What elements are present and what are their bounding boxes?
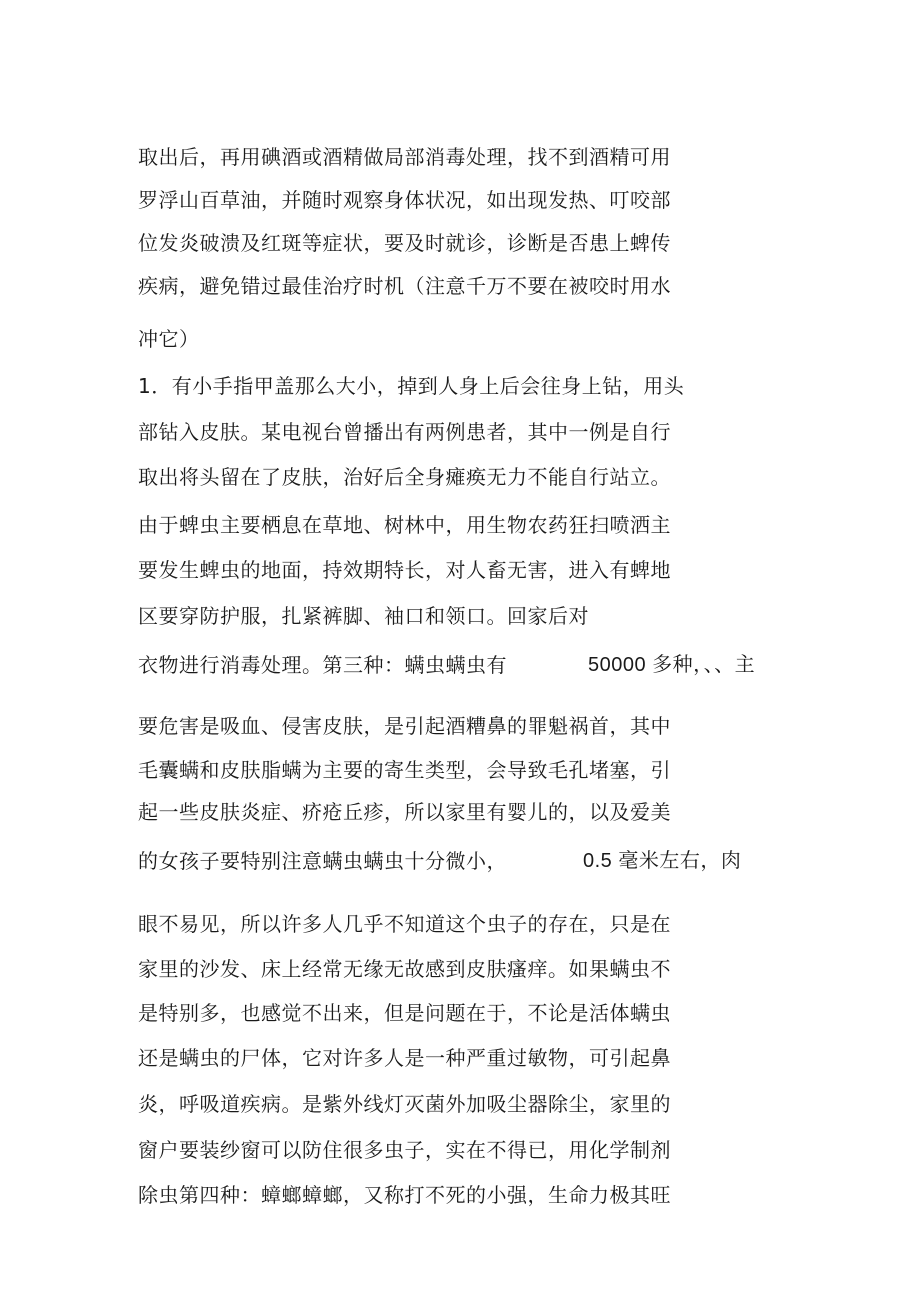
text-line-mites-start: 衣物进行消毒处理。第三种：螨虫螨虫有 xyxy=(138,653,507,677)
text-line: 冲它） xyxy=(138,327,200,351)
text-line-size-value: 0.5 毫米左右，肉 xyxy=(583,850,742,872)
text-line: 是特别多，也感觉不出来，但是问题在于，不论是活体螨虫 xyxy=(138,1001,671,1025)
text-line-mites-count: 50000 多种，、、主 xyxy=(588,654,756,676)
text-line: 取出将头留在了皮肤，治好后全身瘫痪无力不能自行站立。 xyxy=(138,465,671,489)
text-line-size-start: 的女孩子要特别注意螨虫螨虫十分微小， xyxy=(138,849,507,873)
text-line: 家里的沙发、床上经常无缘无故感到皮肤瘙痒。如果螨虫不 xyxy=(138,957,671,981)
text-line: 炎，呼吸道疾病。是紫外线灯灭菌外加吸尘器除尘，家里的 xyxy=(138,1092,671,1116)
text-line: 1．有小手指甲盖那么大小，掉到人身上后会往身上钻，用头 xyxy=(138,374,685,398)
text-line: 疾病，避免错过最佳治疗时机（注意千万不要在被咬时用水 xyxy=(138,274,671,298)
text-line: 由于蜱虫主要栖息在草地、树林中，用生物农药狂扫喷洒主 xyxy=(138,513,671,537)
text-line: 起一些皮肤炎症、疥疮丘疹，所以家里有婴儿的，以及爱美 xyxy=(138,800,671,824)
text-line: 除虫第四种：蟑螂蟑螂，又称打不死的小强，生命力极其旺 xyxy=(138,1183,671,1207)
text-line: 毛囊螨和皮肤脂螨为主要的寄生类型，会导致毛孔堵塞，引 xyxy=(138,758,671,782)
text-line: 还是螨虫的尸体，它对许多人是一种严重过敏物，可引起鼻 xyxy=(138,1046,671,1070)
text-line: 要发生蜱虫的地面，持效期特长，对人畜无害，进入有蜱地 xyxy=(138,558,671,582)
text-line: 要危害是吸血、侵害皮肤，是引起酒糟鼻的罪魁祸首，其中 xyxy=(138,714,671,738)
text-line: 区要穿防护服，扎紧裤脚、袖口和领口。回家后对 xyxy=(138,604,589,628)
text-line: 窗户要装纱窗可以防住很多虫子，实在不得已，用化学制剂 xyxy=(138,1138,671,1162)
text-line: 罗浮山百草油，并随时观察身体状况，如出现发热、叮咬部 xyxy=(138,188,671,212)
text-line: 位发炎破溃及红斑等症状，要及时就诊，诊断是否患上蜱传 xyxy=(138,231,671,255)
text-line: 眼不易见，所以许多人几乎不知道这个虫子的存在，只是在 xyxy=(138,912,671,936)
text-line: 取出后，再用碘酒或酒精做局部消毒处理，找不到酒精可用 xyxy=(138,145,671,169)
text-line: 部钻入皮肤。某电视台曾播出有两例患者，其中一例是自行 xyxy=(138,420,671,444)
